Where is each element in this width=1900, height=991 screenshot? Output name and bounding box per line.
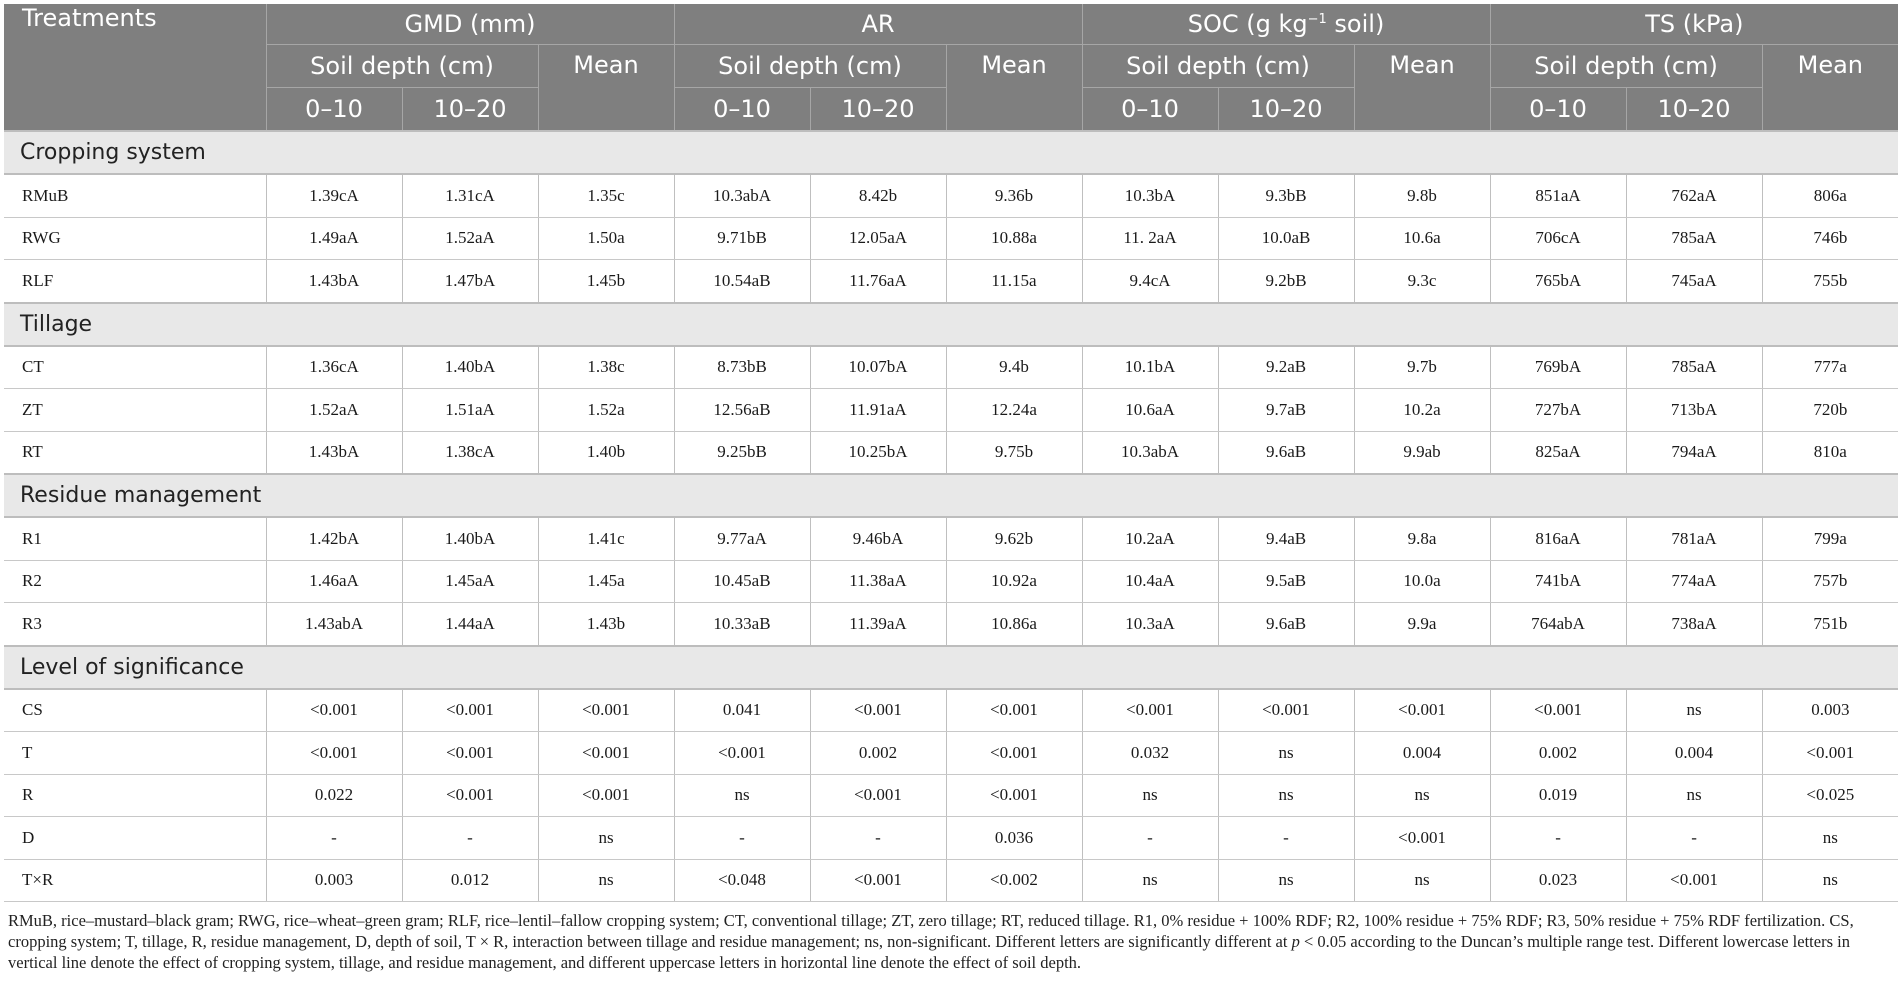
table-cell: 1.45b	[538, 260, 674, 303]
table-cell: 1.43abA	[266, 603, 402, 646]
table-cell: 10.86a	[946, 603, 1082, 646]
table-cell: 1.43bA	[266, 260, 402, 303]
table-cell: ns	[1626, 689, 1762, 732]
table-cell: 11.91aA	[810, 389, 946, 432]
section-row	[4, 303, 1898, 346]
table-cell: 764abA	[1490, 603, 1626, 646]
ar-depth-10-20: 10–20	[810, 88, 946, 132]
table-cell: <0.001	[946, 774, 1082, 817]
table-cell: 10.0aB	[1218, 217, 1354, 260]
ts-header: TS (kPa)	[1490, 4, 1898, 45]
table-cell: 713bA	[1626, 389, 1762, 432]
table-row	[4, 560, 1898, 603]
row-label: RMuB	[4, 174, 266, 217]
ts-depth-10-20: 10–20	[1626, 88, 1762, 132]
table-cell: 9.2aB	[1218, 346, 1354, 389]
table-cell: 10.3aA	[1082, 603, 1218, 646]
table-cell: 9.71bB	[674, 217, 810, 260]
table-cell: <0.001	[266, 689, 402, 732]
table-cell: <0.001	[1762, 732, 1898, 775]
table-cell: 1.40bA	[402, 346, 538, 389]
row-label: T	[4, 732, 266, 775]
table-cell: <0.002	[946, 859, 1082, 902]
table-cell: 9.6aB	[1218, 431, 1354, 474]
table-cell: 810a	[1762, 431, 1898, 474]
table-cell: 0.012	[402, 859, 538, 902]
row-label: ZT	[4, 389, 266, 432]
table-cell: ns	[538, 859, 674, 902]
table-cell: 746b	[1762, 217, 1898, 260]
table-cell: <0.001	[402, 689, 538, 732]
ar-mean-header: Mean	[946, 45, 1082, 132]
table-cell: <0.001	[810, 859, 946, 902]
table-cell: 10.2aA	[1082, 517, 1218, 560]
table-cell: 825aA	[1490, 431, 1626, 474]
table-cell: 9.62b	[946, 517, 1082, 560]
section-row	[4, 474, 1898, 517]
row-label: D	[4, 817, 266, 860]
table-cell: 1.52aA	[266, 389, 402, 432]
soc-depth-0-10: 0–10	[1082, 88, 1218, 132]
table-footnote	[8, 910, 1892, 973]
table-cell: <0.001	[402, 774, 538, 817]
table-cell: 1.45a	[538, 560, 674, 603]
table-cell: 1.41c	[538, 517, 674, 560]
table-cell: ns	[1626, 774, 1762, 817]
table-cell: -	[266, 817, 402, 860]
row-label: T×R	[4, 859, 266, 902]
soc-depth-10-20: 10–20	[1218, 88, 1354, 132]
table-cell: 1.31cA	[402, 174, 538, 217]
table-cell: 1.46aA	[266, 560, 402, 603]
table-cell: 11.38aA	[810, 560, 946, 603]
table-cell: 9.8a	[1354, 517, 1490, 560]
table-cell: <0.001	[1218, 689, 1354, 732]
table-cell: <0.001	[810, 689, 946, 732]
table-row	[4, 732, 1898, 775]
table-cell: <0.048	[674, 859, 810, 902]
table-cell: 9.7aB	[1218, 389, 1354, 432]
table-cell: 12.24a	[946, 389, 1082, 432]
table-cell: 0.041	[674, 689, 810, 732]
table-cell: 1.52a	[538, 389, 674, 432]
table-cell: 0.019	[1490, 774, 1626, 817]
table-cell: 9.36b	[946, 174, 1082, 217]
table-cell: 0.004	[1354, 732, 1490, 775]
table-cell: 806a	[1762, 174, 1898, 217]
table-cell: 741bA	[1490, 560, 1626, 603]
soc-header-post: soil)	[1326, 10, 1385, 38]
table-cell: <0.001	[266, 732, 402, 775]
table-cell: ns	[1762, 859, 1898, 902]
row-label: CS	[4, 689, 266, 732]
table-cell: 12.56aB	[674, 389, 810, 432]
table-cell: 781aA	[1626, 517, 1762, 560]
table-cell: 1.51aA	[402, 389, 538, 432]
table-cell: 794aA	[1626, 431, 1762, 474]
table-cell: 0.022	[266, 774, 402, 817]
table-row	[4, 346, 1898, 389]
table-cell: 9.4aB	[1218, 517, 1354, 560]
table-cell: 9.2bB	[1218, 260, 1354, 303]
row-label: R3	[4, 603, 266, 646]
table-cell: 10.2a	[1354, 389, 1490, 432]
gmd-depth-0-10: 0–10	[266, 88, 402, 132]
table-cell: 8.73bB	[674, 346, 810, 389]
table-cell: 9.4b	[946, 346, 1082, 389]
table-cell: <0.001	[946, 732, 1082, 775]
table-cell: 1.40b	[538, 431, 674, 474]
table-cell: 10.45aB	[674, 560, 810, 603]
table-cell: ns	[1082, 774, 1218, 817]
soc-header	[1082, 4, 1490, 45]
table-cell: <0.001	[538, 732, 674, 775]
table-cell: -	[1218, 817, 1354, 860]
row-label: R	[4, 774, 266, 817]
table-cell: 777a	[1762, 346, 1898, 389]
table-cell: 10.07bA	[810, 346, 946, 389]
table-cell: 10.54aB	[674, 260, 810, 303]
table-cell: 10.0a	[1354, 560, 1490, 603]
table-cell: 11.76aA	[810, 260, 946, 303]
table-cell: 10.25bA	[810, 431, 946, 474]
gmd-depth-10-20: 10–20	[402, 88, 538, 132]
table-cell: 8.42b	[810, 174, 946, 217]
table-cell: 10.1bA	[1082, 346, 1218, 389]
table-cell: 9.5aB	[1218, 560, 1354, 603]
table-cell: ns	[674, 774, 810, 817]
section-row	[4, 131, 1898, 174]
table-cell: 12.05aA	[810, 217, 946, 260]
data-table	[4, 4, 1898, 902]
table-cell: 9.77aA	[674, 517, 810, 560]
table-cell: 1.49aA	[266, 217, 402, 260]
table-cell: 9.6aB	[1218, 603, 1354, 646]
table-cell: 1.38c	[538, 346, 674, 389]
table-cell: 11.15a	[946, 260, 1082, 303]
table-cell: -	[674, 817, 810, 860]
table-cell: 10.3abA	[674, 174, 810, 217]
footnote-p-symbol: p	[1291, 932, 1300, 951]
table-cell: -	[1082, 817, 1218, 860]
table-cell: 1.44aA	[402, 603, 538, 646]
table-cell: 851aA	[1490, 174, 1626, 217]
table-cell: <0.001	[810, 774, 946, 817]
table-cell: <0.025	[1762, 774, 1898, 817]
table-cell: 9.9ab	[1354, 431, 1490, 474]
row-label: R1	[4, 517, 266, 560]
footnote-part2: < 0.05 according to the Duncan’s multiple range test. Different lowercase letters in vertical line denote the effect of cropping system, tillage, and residue management, and different uppercase letters in horizontal line denote the effect of soil depth.	[8, 932, 1850, 972]
table-cell: 10.92a	[946, 560, 1082, 603]
table-cell: 10.4aA	[1082, 560, 1218, 603]
table-cell: <0.001	[538, 689, 674, 732]
ts-mean-header: Mean	[1762, 45, 1898, 132]
gmd-soil-depth-header: Soil depth (cm)	[266, 45, 538, 88]
table-row	[4, 517, 1898, 560]
table-cell: 762aA	[1626, 174, 1762, 217]
table-cell: 1.43b	[538, 603, 674, 646]
table-cell: 0.023	[1490, 859, 1626, 902]
table-cell: 9.46bA	[810, 517, 946, 560]
table-cell: ns	[1218, 859, 1354, 902]
table-header	[4, 4, 1898, 131]
ar-soil-depth-header: Soil depth (cm)	[674, 45, 946, 88]
table-cell: <0.001	[1490, 689, 1626, 732]
table-cell: -	[810, 817, 946, 860]
table-cell: ns	[1354, 774, 1490, 817]
table-cell: 757b	[1762, 560, 1898, 603]
ar-header: AR	[674, 4, 1082, 45]
table-row	[4, 603, 1898, 646]
soc-mean-header: Mean	[1354, 45, 1490, 132]
table-cell: <0.001	[674, 732, 810, 775]
table-cell: <0.001	[1354, 817, 1490, 860]
soc-header-sup: −1	[1307, 12, 1327, 27]
table-cell: ns	[538, 817, 674, 860]
soc-soil-depth-header: Soil depth (cm)	[1082, 45, 1354, 88]
ts-soil-depth-header: Soil depth (cm)	[1490, 45, 1762, 88]
table-cell: -	[1626, 817, 1762, 860]
ts-depth-0-10: 0–10	[1490, 88, 1626, 132]
table-cell: 727bA	[1490, 389, 1626, 432]
table-cell: 9.4cA	[1082, 260, 1218, 303]
table-row	[4, 174, 1898, 217]
table-cell: 10.88a	[946, 217, 1082, 260]
table-cell: 1.40bA	[402, 517, 538, 560]
footnote-text	[8, 910, 1892, 973]
table-cell: 9.8b	[1354, 174, 1490, 217]
row-label: RWG	[4, 217, 266, 260]
table-row	[4, 431, 1898, 474]
gmd-mean-header: Mean	[538, 45, 674, 132]
table-cell: -	[1490, 817, 1626, 860]
gmd-header: GMD (mm)	[266, 4, 674, 45]
table-cell: 9.9a	[1354, 603, 1490, 646]
table-cell: 751b	[1762, 603, 1898, 646]
table-cell: <0.001	[1626, 859, 1762, 902]
table-cell: 755b	[1762, 260, 1898, 303]
table-cell: 745aA	[1626, 260, 1762, 303]
table-cell: 706cA	[1490, 217, 1626, 260]
row-label: CT	[4, 346, 266, 389]
table-cell: 1.47bA	[402, 260, 538, 303]
table-cell: ns	[1762, 817, 1898, 860]
table-body	[4, 131, 1898, 902]
table-cell: 10.6aA	[1082, 389, 1218, 432]
table-cell: 738aA	[1626, 603, 1762, 646]
table-cell: 10.33aB	[674, 603, 810, 646]
table-cell: 10.6a	[1354, 217, 1490, 260]
table-cell: 1.50a	[538, 217, 674, 260]
table-cell: 799a	[1762, 517, 1898, 560]
table-cell: 785aA	[1626, 346, 1762, 389]
table-cell: 0.002	[810, 732, 946, 775]
ar-depth-0-10: 0–10	[674, 88, 810, 132]
table-cell: 774aA	[1626, 560, 1762, 603]
table-row	[4, 859, 1898, 902]
table-cell: 9.7b	[1354, 346, 1490, 389]
table-cell: 785aA	[1626, 217, 1762, 260]
table-cell: 1.42bA	[266, 517, 402, 560]
table-cell: 1.36cA	[266, 346, 402, 389]
table-cell: 1.52aA	[402, 217, 538, 260]
section-title: Tillage	[4, 303, 1898, 346]
table-cell: 1.38cA	[402, 431, 538, 474]
treatments-header: Treatments	[4, 4, 266, 131]
table-cell: 765bA	[1490, 260, 1626, 303]
table-cell: 1.45aA	[402, 560, 538, 603]
table-cell: 1.39cA	[266, 174, 402, 217]
soc-header-pre: SOC (g kg	[1187, 10, 1308, 38]
table-cell: 0.002	[1490, 732, 1626, 775]
row-label: R2	[4, 560, 266, 603]
table-cell: 9.3bB	[1218, 174, 1354, 217]
table-cell: 9.75b	[946, 431, 1082, 474]
section-row	[4, 646, 1898, 689]
table-cell: 9.25bB	[674, 431, 810, 474]
table-cell: <0.001	[538, 774, 674, 817]
table-cell: 11. 2aA	[1082, 217, 1218, 260]
table-cell: <0.001	[1354, 689, 1490, 732]
table-cell: 816aA	[1490, 517, 1626, 560]
section-title: Residue management	[4, 474, 1898, 517]
table-cell: 769bA	[1490, 346, 1626, 389]
table-cell: 1.43bA	[266, 431, 402, 474]
table-cell: ns	[1218, 732, 1354, 775]
table-cell: <0.001	[402, 732, 538, 775]
table-cell: 0.032	[1082, 732, 1218, 775]
section-title: Level of significance	[4, 646, 1898, 689]
footnote-part1: RMuB, rice–mustard–black gram; RWG, rice–wheat–green gram; RLF, rice–lentil–fallow cropping system; CT, conventional tillage; ZT, zero tillage; RT, reduced tillage. R1, 0% residue + 100% RDF; R2, 100% residue + 75% RDF; R3, 50% residue + 75% RDF fertilization. CS, cropping system; T, tillage, R, residue management, D, depth of soil, T × R, interaction between tillage and residue management; ns, non-significant. Different letters are significantly different at	[8, 911, 1854, 951]
table-cell: <0.001	[1082, 689, 1218, 732]
table-row	[4, 817, 1898, 860]
table-cell: ns	[1218, 774, 1354, 817]
table-cell: 10.3bA	[1082, 174, 1218, 217]
table-cell: 0.003	[1762, 689, 1898, 732]
table-cell: 0.036	[946, 817, 1082, 860]
table-row	[4, 389, 1898, 432]
table-cell: 0.004	[1626, 732, 1762, 775]
table-row	[4, 260, 1898, 303]
table-cell: ns	[1354, 859, 1490, 902]
table-cell: 9.3c	[1354, 260, 1490, 303]
table-cell: 0.003	[266, 859, 402, 902]
row-label: RT	[4, 431, 266, 474]
table-row	[4, 689, 1898, 732]
table-container	[4, 4, 1896, 973]
row-label: RLF	[4, 260, 266, 303]
table-cell: <0.001	[946, 689, 1082, 732]
table-row	[4, 217, 1898, 260]
table-cell: 10.3abA	[1082, 431, 1218, 474]
section-title: Cropping system	[4, 131, 1898, 174]
table-cell: 720b	[1762, 389, 1898, 432]
table-cell: ns	[1082, 859, 1218, 902]
table-cell: 1.35c	[538, 174, 674, 217]
table-cell: 11.39aA	[810, 603, 946, 646]
table-row	[4, 774, 1898, 817]
table-cell: -	[402, 817, 538, 860]
